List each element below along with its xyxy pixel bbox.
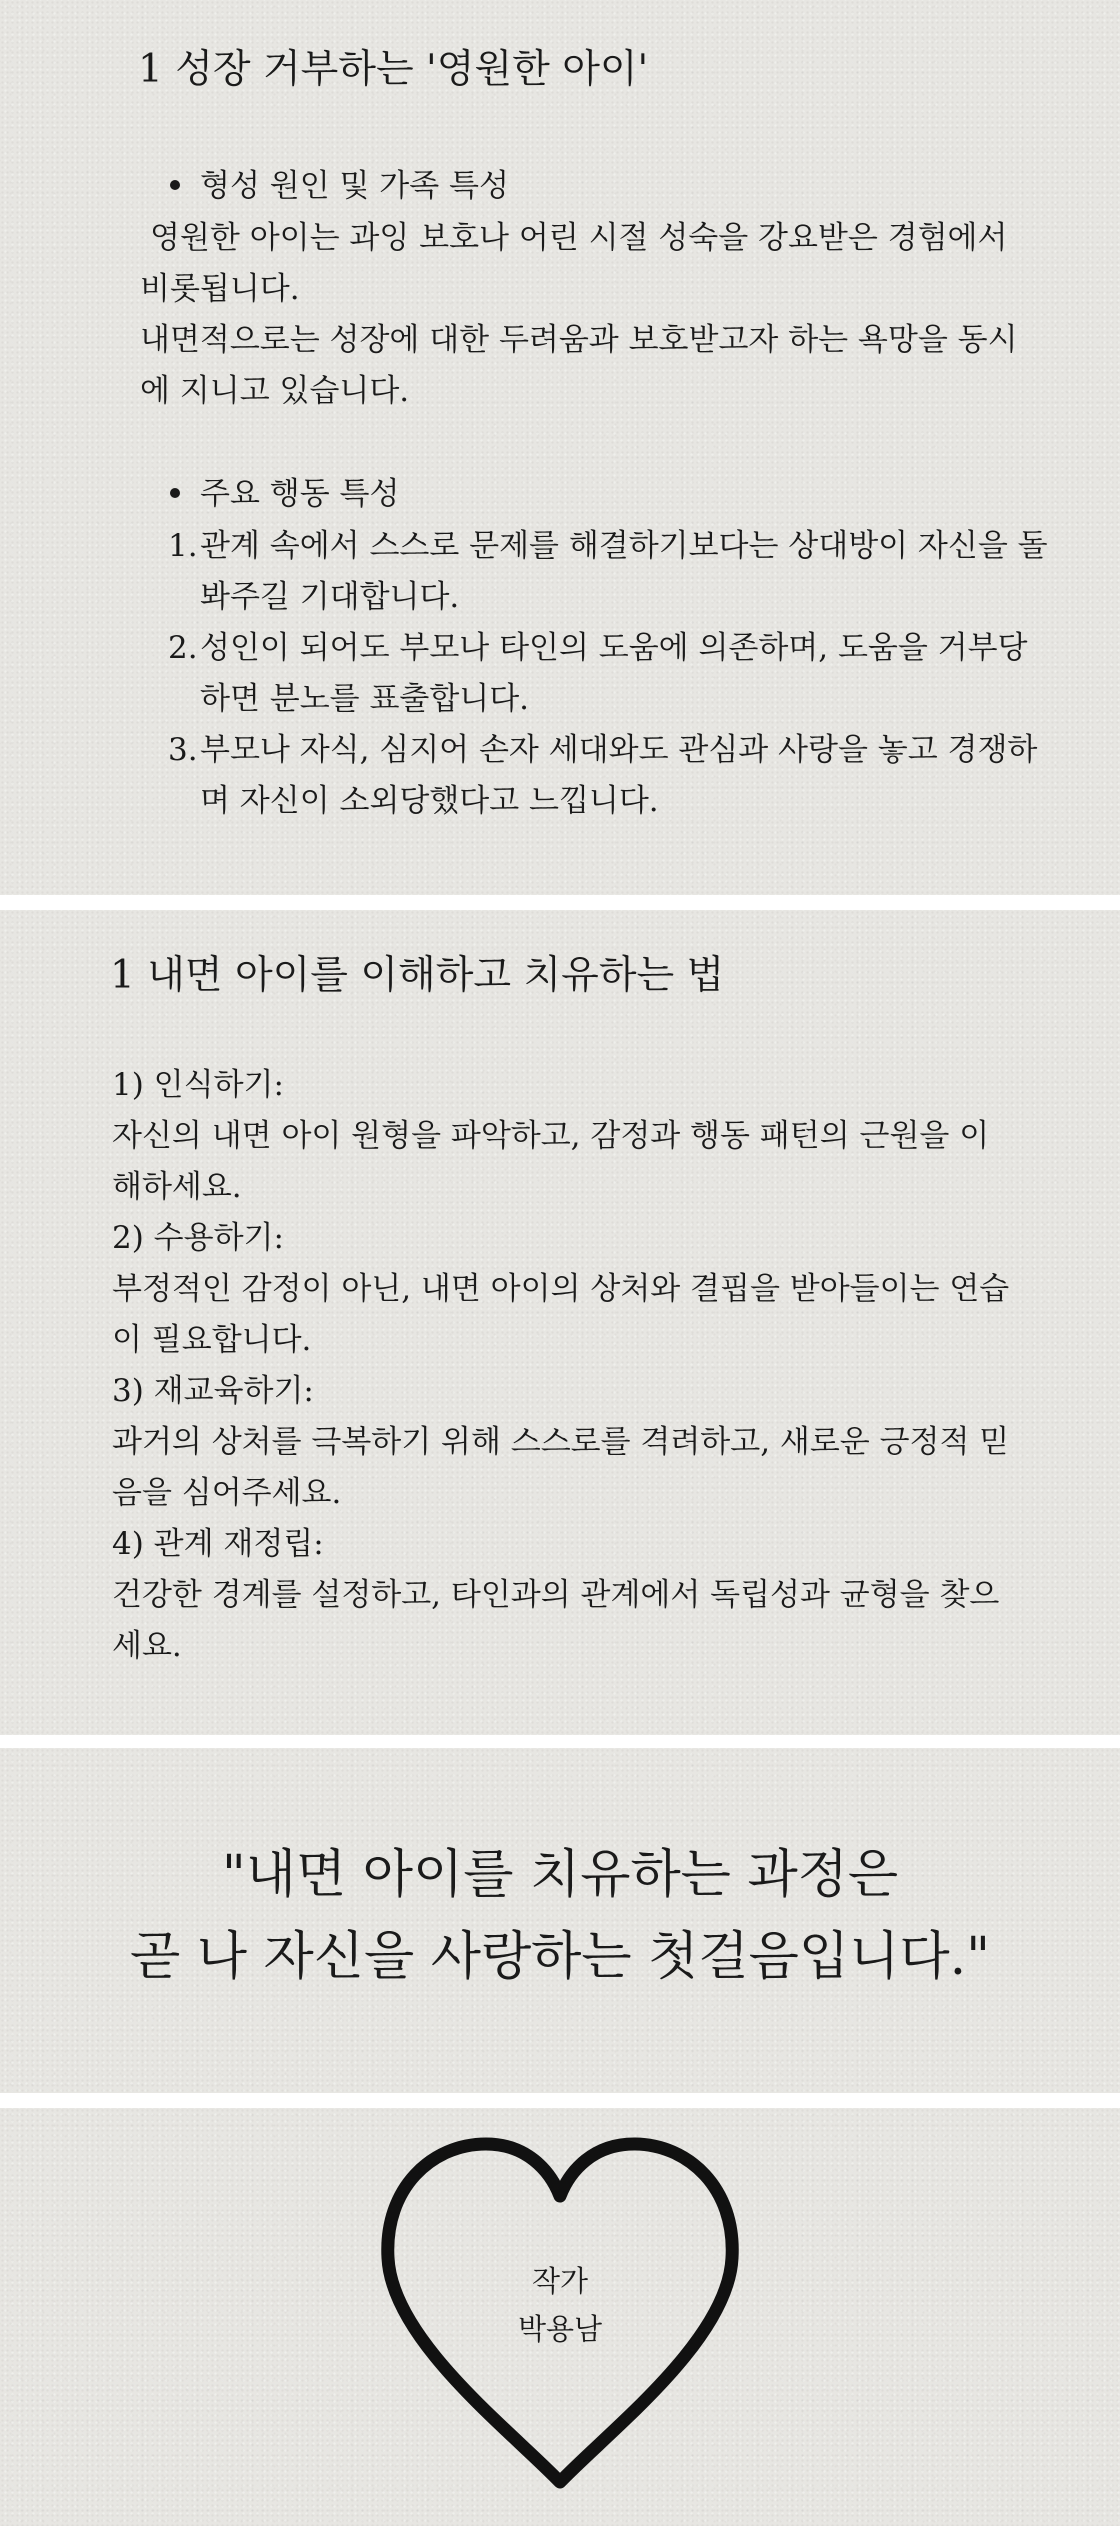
author-name: 박용남 xyxy=(517,2312,603,2346)
list-number: 3. xyxy=(168,732,198,768)
step-item xyxy=(112,1519,1012,1672)
section-healing-methods xyxy=(0,910,1120,1735)
quote-line-2: 곧 나 자신을 사랑하는 첫걸음입니다." xyxy=(129,1927,991,1987)
list-number: 1. xyxy=(168,528,198,564)
author-label: 작가 xyxy=(531,2264,589,2298)
step-text: 과거의 상처를 극복하기 위해 스스로를 격려하고, 새로운 긍정적 믿음을 심어주세요. xyxy=(112,1424,1010,1511)
bullet-behavior xyxy=(170,474,399,514)
step-item xyxy=(112,1366,1012,1519)
bullet-behavior-label: 주요 행동 특성 xyxy=(200,476,400,512)
bullet-dot-icon xyxy=(170,180,180,190)
bullet-dot-icon xyxy=(170,488,180,498)
step-title: 1) 인식하기: xyxy=(112,1067,284,1103)
behavior-list xyxy=(168,521,1048,827)
quote-section xyxy=(0,1748,1120,2093)
step-title: 2) 수용하기: xyxy=(112,1220,284,1256)
step-text: 자신의 내면 아이 원형을 파악하고, 감정과 행동 패턴의 근원을 이해하세요. xyxy=(112,1118,990,1205)
cause-paragraph-2: 내면적으로는 성장에 대한 두려움과 보호받고자 하는 욕망을 동시에 지니고 있습니다. xyxy=(140,322,1018,409)
step-item xyxy=(112,1213,1012,1366)
step-title: 3) 재교육하기: xyxy=(112,1373,314,1409)
list-item xyxy=(168,521,1048,623)
section-eternal-child xyxy=(0,0,1120,895)
list-item-text: 부모나 자식, 심지어 손자 세대와도 관심과 사랑을 놓고 경쟁하며 자신이 소외당했다고 느낍니다. xyxy=(200,732,1038,819)
list-number: 2. xyxy=(168,630,198,666)
steps-list xyxy=(112,1060,1012,1672)
step-title: 4) 관계 재정립: xyxy=(112,1526,324,1562)
quote-line-1: "내면 아이를 치유하는 과정은 xyxy=(221,1845,899,1905)
cause-paragraph: 영원한 아이는 과잉 보호나 어린 시절 성숙을 강요받은 경험에서 비롯됩니다. xyxy=(140,220,1008,307)
section-heading: 1 성장 거부하는 '영원한 아이' xyxy=(138,47,649,92)
bullet-cause xyxy=(170,166,509,206)
step-text: 부정적인 감정이 아닌, 내면 아이의 상처와 결핍을 받아들이는 연습이 필요합니다. xyxy=(112,1271,1010,1358)
step-item xyxy=(112,1060,1012,1213)
section-heading: 1 내면 아이를 이해하고 치유하는 법 xyxy=(110,953,725,998)
list-item-text: 관계 속에서 스스로 문제를 해결하기보다는 상대방이 자신을 돌봐주길 기대합니다. xyxy=(200,528,1048,615)
bullet-cause-label: 형성 원인 및 가족 특성 xyxy=(200,168,509,204)
list-item-text: 성인이 되어도 부모나 타인의 도움에 의존하며, 도움을 거부당하면 분노를 표출합니다. xyxy=(200,630,1028,717)
list-item xyxy=(168,623,1048,725)
author-section xyxy=(0,2108,1120,2526)
list-item xyxy=(168,725,1048,827)
step-text: 건강한 경계를 설정하고, 타인과의 관계에서 독립성과 균형을 찾으세요. xyxy=(112,1577,1000,1664)
